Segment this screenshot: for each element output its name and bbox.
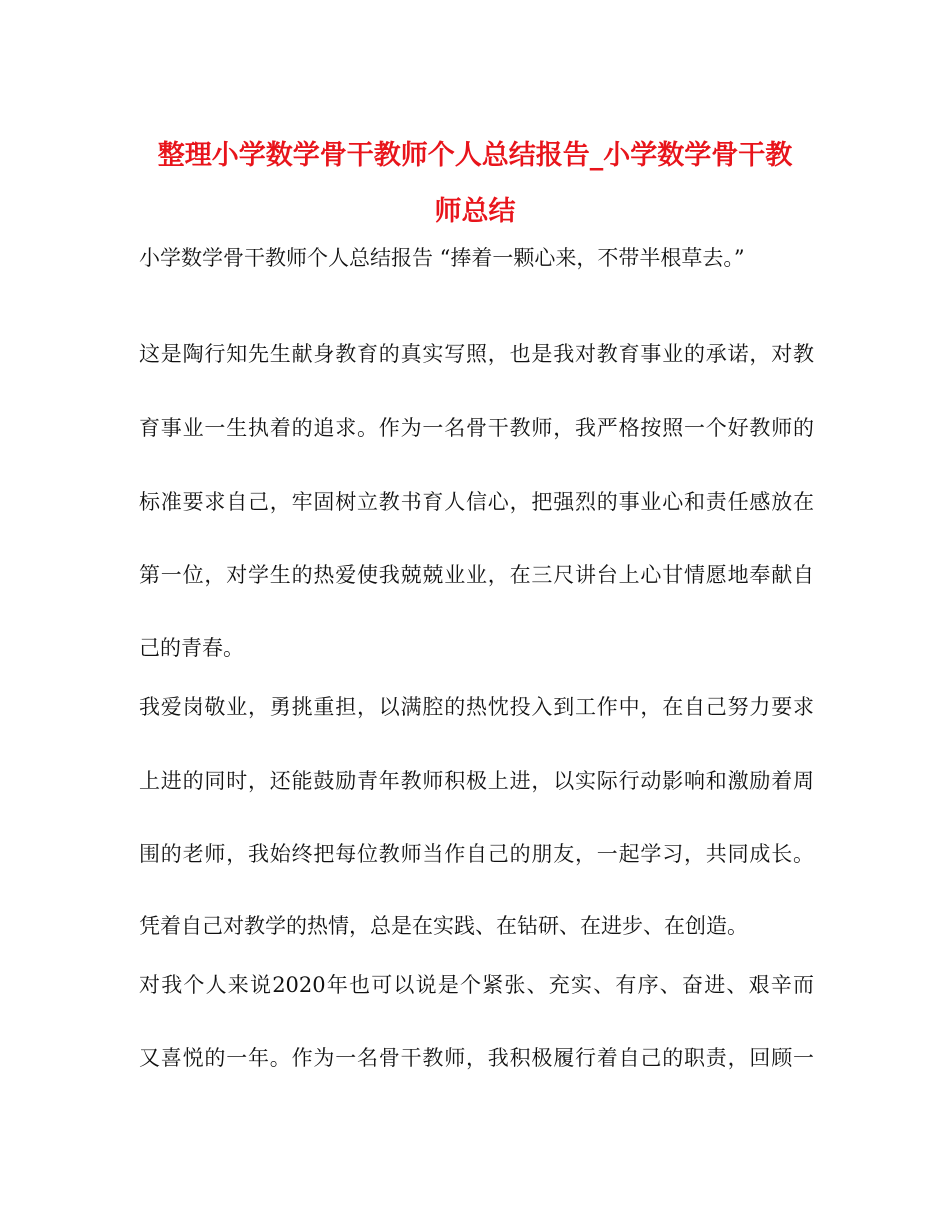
body-line-1: 小学数学骨干教师个人总结报告 “捧着一颗心来，不带半根草去。” — [139, 246, 745, 270]
body-line-9: 围的老师，我始终把每位教师当作自己的朋友，一起学习，共同成长。 — [139, 842, 814, 866]
document-title — [130, 128, 820, 240]
body-line-4: 标准要求自己，牢固树立教书育人信心，把强烈的事业心和责任感放在 — [139, 490, 814, 514]
body-line-11: 对我个人来说2020年也可以说是个紧张、充实、有序、奋进、艰辛而 — [139, 973, 814, 997]
body-line-5: 第一位，对学生的热爱使我兢兢业业，在三尺讲台上心甘情愿地奉献自 — [139, 563, 814, 587]
body-line-7: 我爱岗敬业，勇挑重担，以满腔的热忱投入到工作中，在自己努力要求 — [139, 695, 814, 719]
body-line-10: 凭着自己对教学的热情，总是在实践、在钻研、在进步、在创造。 — [139, 914, 748, 938]
body-line-6: 己的青春。 — [139, 636, 244, 660]
title-line-1: 整理小学数学骨干教师个人总结报告_小学数学骨干教 — [157, 140, 793, 171]
body-line-8: 上进的同时，还能鼓励青年教师积极上进，以实际行动影响和激励着周 — [139, 769, 814, 793]
body-line-3: 育事业一生执着的追求。作为一名骨干教师，我严格按照一个好教师的 — [139, 416, 814, 440]
body-line-2: 这是陶行知先生献身教育的真实写照，也是我对教育事业的承诺，对教 — [139, 342, 814, 366]
title-line-2: 师总结 — [434, 196, 516, 227]
body-line-12: 又喜悦的一年。作为一名骨干教师，我积极履行着自己的职责，回顾一 — [139, 1046, 814, 1070]
